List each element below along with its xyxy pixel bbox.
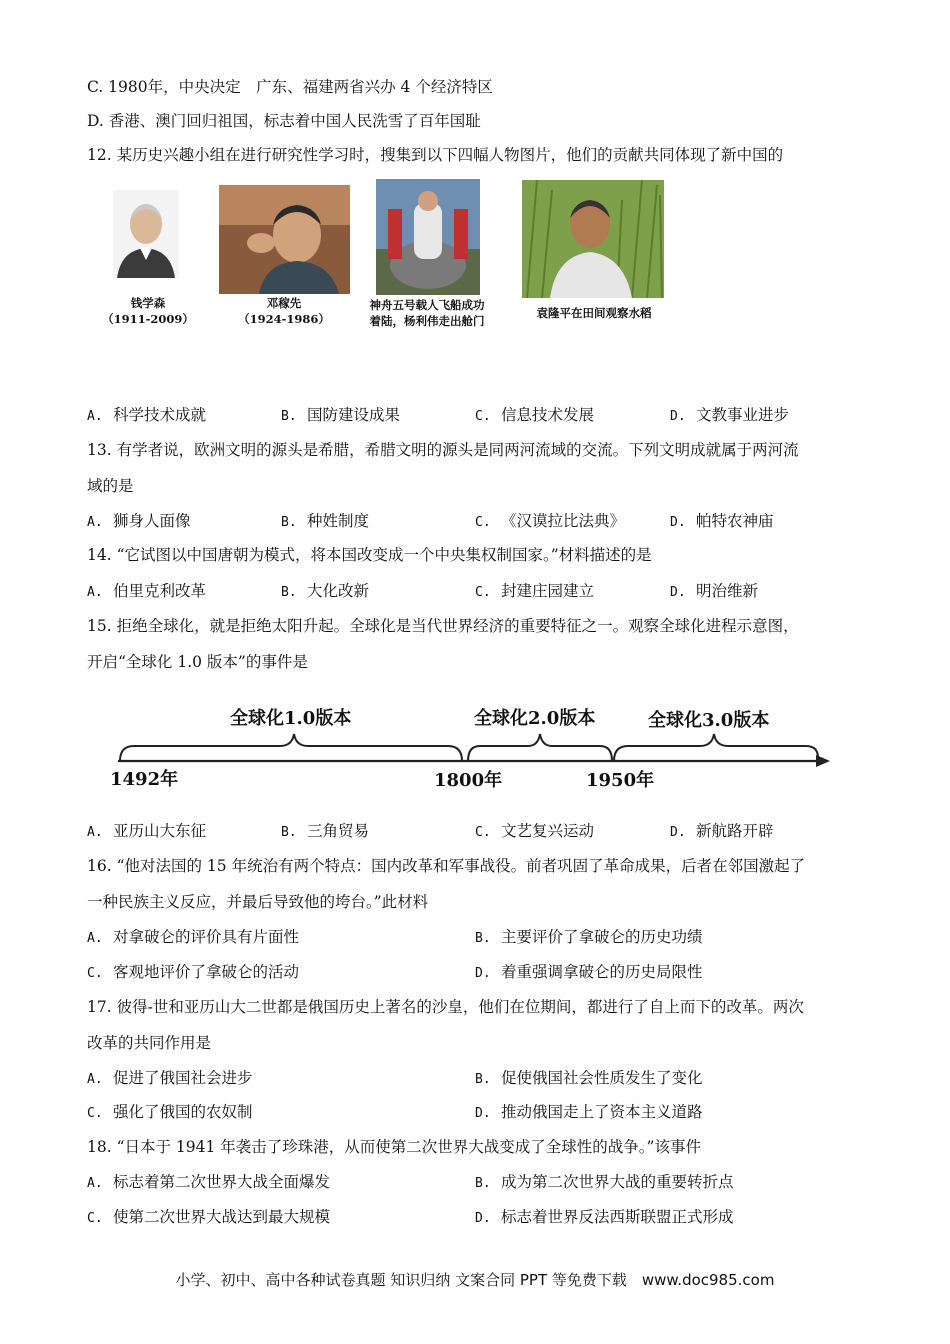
q18-option-d: D. 标志着世界反法西斯联盟正式形成 (475, 1208, 734, 1226)
question-15-cont: 开启“全球化 1.0 版本”的事件是 (87, 653, 308, 671)
q17-option-b: B. 促使俄国社会性质发生了变化 (475, 1069, 703, 1087)
caption-2-years: （1924-1986） (238, 312, 330, 326)
q17-option-d: D. 推动俄国走上了资本主义道路 (475, 1103, 703, 1121)
q18-option-a: A. 标志着第二次世界大战全面爆发 (87, 1173, 331, 1191)
brace-3 (614, 734, 818, 761)
q18-option-b: B. 成为第二次世界大战的重要转折点 (475, 1173, 734, 1191)
caption-3-line2: 着陆，杨利伟走出舱门 (369, 314, 485, 328)
question-16: 16. “他对法国的 15 年统治有两个特点：国内改革和军事战役。前者巩固了革命成果，后者在邻国激起了 (87, 857, 806, 875)
q16-option-b: B. 主要评价了拿破仑的历史功绩 (475, 928, 703, 946)
question-17-cont: 改革的共同作用是 (87, 1034, 212, 1052)
brace-2 (468, 734, 612, 761)
brace-1 (120, 734, 462, 761)
question-13: 13. 有学者说，欧洲文明的源头是希腊，希腊文明的源头是同两河流域的交流。下列文明成就属于两河流 (87, 441, 799, 459)
q14-option-d: D. 明治维新 (670, 582, 759, 600)
timeline-label-1: 全球化1.0版本 (230, 708, 352, 729)
question-13-cont: 域的是 (87, 477, 134, 495)
shenzhou5-photo (376, 179, 480, 295)
q18-option-c: C. 使第二次世界大战达到最大规模 (87, 1208, 331, 1226)
caption-3-line1: 神舟五号载人飞船成功 (369, 298, 485, 312)
timeline-label-3: 全球化3.0版本 (648, 710, 770, 731)
yuan-longping-photo (522, 180, 664, 298)
q12-option-c: C. 信息技术发展 (475, 406, 595, 424)
q15-option-b: B. 三角贸易 (281, 822, 370, 840)
timeline-year-1800: 1800年 (434, 770, 503, 791)
timeline-label-2: 全球化2.0版本 (474, 708, 596, 729)
page-footer: 小学、初中、高中各种试卷真题 知识归纳 文案合同 PPT 等免费下载 www.doc985.com (175, 1271, 775, 1289)
q14-option-b: B. 大化改新 (281, 582, 370, 600)
deng-jiaxian-photo (219, 185, 350, 294)
q15-option-c: C. 文艺复兴运动 (475, 822, 595, 840)
timeline-year-1950: 1950年 (586, 770, 655, 791)
q17-option-c: C. 强化了俄国的农奴制 (87, 1103, 253, 1121)
option-c-prev: C. 1980年，中央决定 广东、福建两省兴办 4 个经济特区 (87, 78, 493, 96)
q16-option-c: C. 客观地评价了拿破仑的活动 (87, 963, 300, 981)
caption-2-name: 邓稼先 (266, 296, 302, 310)
q14-option-a: A. 伯里克利改革 (87, 582, 207, 600)
question-16-cont: 一种民族主义反应，并最后导致他的垮台。”此材料 (87, 893, 429, 911)
q15-option-a: A. 亚历山大东征 (87, 822, 207, 840)
q13-option-a: A. 狮身人面像 (87, 512, 191, 530)
question-17: 17. 彼得-世和亚历山大二世都是俄国历史上著名的沙皇，他们在位期间，都进行了自上而下的改革。两次 (87, 998, 804, 1016)
q17-option-a: A. 促进了俄国社会进步 (87, 1069, 253, 1087)
q13-option-d: D. 帕特农神庙 (670, 512, 774, 530)
q16-option-a: A. 对拿破仑的评价具有片面性 (87, 928, 300, 946)
q15-option-d: D. 新航路开辟 (670, 822, 774, 840)
globalization-timeline (88, 688, 848, 798)
q12-option-a: A. 科学技术成就 (87, 406, 207, 424)
q13-option-c: C. 《汉谟拉比法典》 (475, 512, 626, 530)
caption-1-years: （1911-2009） (102, 312, 194, 326)
question-15: 15. 拒绝全球化，就是拒绝太阳升起。全球化是当代世界经济的重要特征之一。观察全球化进程示意图， (87, 617, 799, 635)
q16-option-d: D. 着重强调拿破仑的历史局限性 (475, 963, 703, 981)
option-d-prev: D. 香港、澳门回归祖国，标志着中国人民洗雪了百年国耻 (87, 112, 481, 130)
q12-option-b: B. 国防建设成果 (281, 406, 401, 424)
question-14: 14. “它试图以中国唐朝为模式，将本国改变成一个中央集权制国家。”材料描述的是 (87, 546, 652, 564)
timeline-year-1492: 1492年 (110, 769, 179, 790)
q13-option-b: B. 种姓制度 (281, 512, 370, 530)
q12-option-d: D. 文教事业进步 (670, 406, 790, 424)
question-12: 12. 某历史兴趣小组在进行研究性学习时，搜集到以下四幅人物图片，他们的贡献共同体现了新中国的 (87, 146, 784, 164)
caption-1-name: 钱学森 (130, 296, 166, 310)
q14-option-c: C. 封建庄园建立 (475, 582, 595, 600)
caption-4: 袁隆平在田间观察水稻 (536, 306, 652, 320)
question-18: 18. “日本于 1941 年袭击了珍珠港，从而使第二次世界大战变成了全球性的战争。”该事件 (87, 1138, 701, 1156)
qian-xuesen-photo (113, 190, 179, 278)
